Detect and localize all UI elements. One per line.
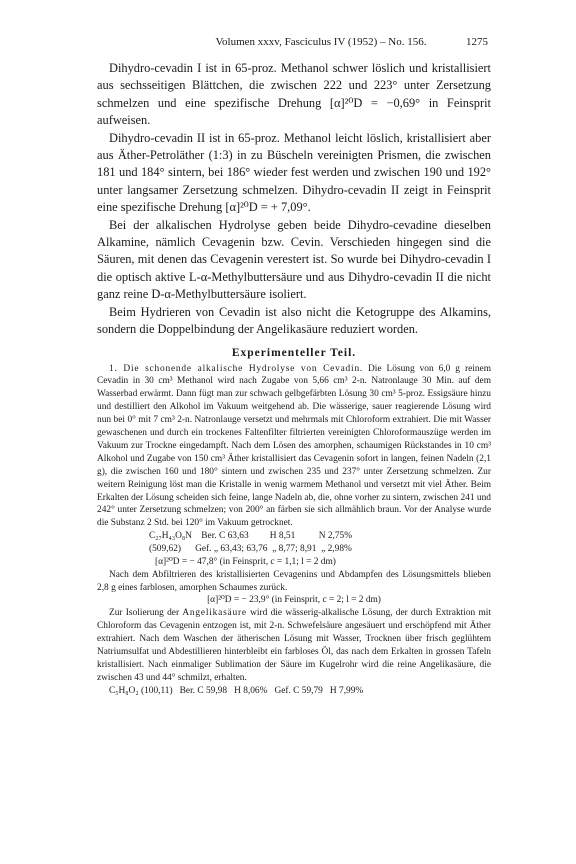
section-heading: Experimenteller Teil. — [231, 346, 357, 359]
text-segment: Zur Isolierung der — [109, 608, 183, 619]
paragraph-hydrolysis: Bei der alkalischen Hydrolyse geben beide Dihydro-cevadine dieselben Alkamine, nämlich Cevagenin bzw. Cevin. Verschieden hingegen sind die Säuren, mit denen das Cevagenin verestert ist. So wurde bei Dihydro-cevadin I die optisch aktive L-α-Methylbuttersäure und aus Dihydro-cevadin II die nicht ganz reine D-α-Methylbuttersäure isoliert. — [97, 217, 491, 302]
experimental-paragraph-3 — [97, 607, 491, 684]
analysis-line: C₂₇H₄₃O₈N Ber. C 63,63 H 8,51 N 2,75% — [149, 531, 353, 542]
paragraph-hydrogenation: Beim Hydrieren von Cevadin ist also nicht die Ketogruppe des Alkamins, sondern die Doppelbindung der Angelikasäure reduziert worden. — [97, 304, 491, 337]
article-body — [97, 60, 491, 698]
analysis-line: C₅H₈O₂ (100,11) Ber. C 59,98 H 8,06% Gef. C 59,79 H 7,99% — [109, 685, 364, 696]
paragraph-dihydro-cevadin-1: Dihydro-cevadin I ist in 65-proz. Methanol schwer löslich und kristallisiert aus sechsseitigen Blättchen, die zwischen 222 und 223° unter Zersetzung schmelzen und eine spezifische Drehung [α]²⁰D = −0,69° in Feinsprit aufweisen. — [97, 61, 491, 128]
page-number: 1275 — [466, 36, 488, 48]
paragraph-dihydro-cevadin-2: Dihydro-cevadin II ist in 65-proz. Methanol leicht löslich, kristallisiert aber aus Äther-Petroläther (1:3) in zu Büscheln vereinigten Prismen, die zwischen 181 und 184° sintern, bei 186° wieder fest werden und zwischen 190 und 192° unter langsamer Zersetzung schmelzen. Dihydro-cevadin II zeigt in Feinsprit eine spezifische Drehung [α]²⁰D = + 7,09°. — [97, 130, 491, 215]
experimental-paragraph-1 — [97, 363, 491, 531]
optical-rotation: [α]²⁰D = − 47,8° (in Feinsprit, c = 1,1; l = 2 dm) — [155, 556, 336, 567]
analysis-line: (509,62) Gef. „ 63,43; 63,76 „ 8,77; 8,91 „ 2,98% — [149, 544, 352, 555]
procedure-title: 1. Die schonende alkalische Hydrolyse von Cevadin. — [109, 363, 364, 374]
optical-rotation: [α]²⁰D = − 23,9° (in Feinsprit, c = 2; l = 2 dm) — [207, 595, 381, 606]
text-segment: wird die wässerig-alkalische Lösung, der durch Extraktion mit Chloroform das Cevagenin entzogen ist, mit 2-n. Schwefelsäure angesäuert und erschöpfend mit Äther extrahiert. Nach dem Waschen der ätherischen Lösung mit Wasser, Trocknen über frisch geglühtem Natriumsulfat und Abdestillieren hinterbleibt ein farbloses Öl, das nach dem Erkalten in grossen Tafeln kristallisiert. Nach einmaliger Sublimation der Säure im Kugelrohr wird die reine Angelikasäure, die zwischen 43 und 44° schmilzt, erhalten. — [97, 608, 491, 683]
journal-citation: Volumen xxxv, Fasciculus IV (1952) – No. 156. — [215, 36, 427, 48]
running-header — [98, 36, 488, 48]
spaced-term: Angelikasäure — [182, 608, 247, 619]
procedure-text: Die Lösung von 6,0 g reinem Cevadin in 30 cm³ Methanol wird nach Zugabe von 5,66 cm³ 2-n. Natronlauge 30 Min. auf dem Wasserbad erwärmt. Dann fügt man zur schwach gelbgefärbten Lösung 30 cm³ 5-proz. Essigsäure hinzu und destilliert den Alkohol im Vakuum weitgehend ab. Die wässerige, sauer reagierende Lösung wird nun bei 0° mit 7 cm³ 2-n. Natronlauge versetzt und mehrmals mit Chloroform extrahiert. Die mit Wasser gewaschenen und durch ein trockenes Faltenfilter filtrierten vereinigten Chloroformauszüge werden im Vakuum zur Trockne eingedampft. Nach dem Lösen des amorphen, schaumigen Rückstandes in 10 cm³ Alkohol und Zugabe von 150 cm³ Äther kristallisiert das Cevagenin sofort in langen, feinen Nadeln (2,1 g), die zwischen 160 und 180° sintern und zwischen 235 und 237° unter Zersetzung schmelzen. Zur weitern Reinigung löst man die Kristalle in wenig warmem Methanol und versetzt mit viel Äther. Beim Erkalten der Lösung scheiden sich feine, lange Nadeln ab, die, ohne vorher zu sintern, zwischen 241 und 242° unter Zersetzung schmelzen; von 200° an färben sie sich allmählich braun. Vor der Analyse wurde die Substanz 2 Std. bei 120° im Vakuum getrocknet. — [97, 363, 491, 529]
experimental-paragraph-2: Nach dem Abfiltrieren des kristallisierten Cevagenins und Abdampfen des Lösungsmittels blieben 2,8 g eines farblosen, amorphen Schaumes zurück. — [97, 569, 491, 593]
